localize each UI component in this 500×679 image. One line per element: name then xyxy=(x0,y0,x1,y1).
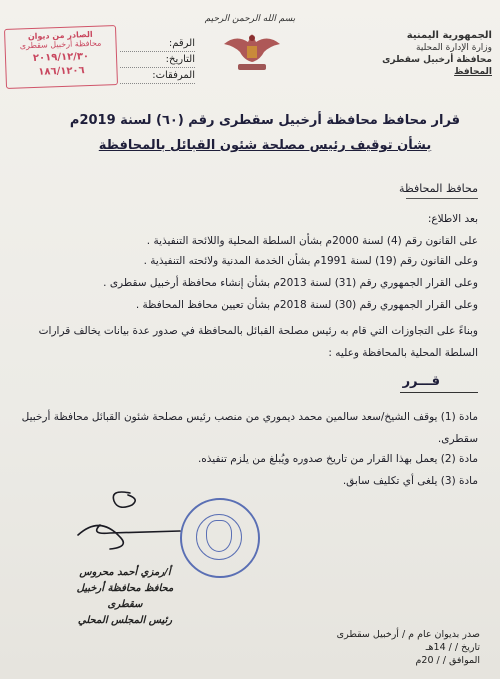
attachments-label: المرفقات: xyxy=(120,68,195,84)
stamp-number: ١٨٦/١٢٠٦ xyxy=(38,65,85,78)
decision-title: قرار محافظ محافظة أرخبيل سقطرى رقم (٦٠) لسنة 2019م xyxy=(69,113,461,128)
reference-fields xyxy=(120,36,195,84)
issued-at: صدر بديوان عام م / أرخبيل سقطرى xyxy=(336,629,480,640)
law-reference: وعلى القرار الجمهوري رقم (31) لسنة 2013م بشأن إنشاء محافظة أرخبيل سقطرى . xyxy=(103,277,478,289)
reason-paragraph: وبناءً على التجاوزات التي قام به رئيس مصلحة القبائل بالمحافظة في صدور عدة بيانات يخالف قرارات السلطة المحلية بالمحافظة وعليه : xyxy=(38,325,478,359)
signatory-title: محافظ محافظة أرخبيل سقطرى xyxy=(76,583,174,610)
law-reference: وعلى القرار الجمهوري رقم (30) لسنة 2018م بشأن تعيين محافظ المحافظة . xyxy=(135,299,478,311)
governor-heading: محافظ المحافظة xyxy=(399,182,478,195)
stamp-line2: محافظة أرخبيل سقطرى xyxy=(19,38,102,51)
decided-heading: قـــرر xyxy=(402,374,440,389)
outgoing-stamp xyxy=(4,25,118,89)
signatory-council: رئيس المجلس المحلي xyxy=(77,615,173,626)
decision-subject: بشأن توقيف رئيس مصلحة شئون القبائل بالمحافظة xyxy=(98,138,432,153)
header-republic: الجمهورية اليمنية xyxy=(406,30,492,41)
divider xyxy=(400,392,478,393)
date-label: التاريخ: xyxy=(120,52,195,68)
header-ministry: وزارة الإدارة المحلية xyxy=(416,43,492,53)
stamp-line1: الصادر من ديوان xyxy=(27,29,93,42)
after-review-label: بعد الاطلاع: xyxy=(427,213,478,225)
number-label: الرقم: xyxy=(120,36,195,52)
article-1: مادة (1) يوقف الشيخ/سعد سالمين محمد ديموري من منصب رئيس مصلحة شئون القبائل محافظة أرخبيل سقطرى. xyxy=(21,411,478,445)
handwritten-signature xyxy=(70,485,190,565)
official-round-seal xyxy=(180,498,260,578)
header-governor: المحافظ xyxy=(454,67,492,77)
header-governorate: محافظة أرخبيل سقطرى xyxy=(382,55,492,65)
signatory-block xyxy=(60,565,190,629)
header-authority-block xyxy=(372,30,492,78)
law-reference: على القانون رقم (4) لسنة 2000م بشأن السلطة المحلية واللائحة التنفيذية . xyxy=(146,235,478,247)
hijri-date-line: تاريخ / / 14هـ xyxy=(425,642,480,653)
yemen-eagle-emblem-icon xyxy=(220,26,284,76)
basmala: بسم الله الرحمن الرحيم xyxy=(204,14,296,24)
divider xyxy=(406,198,478,199)
article-3: مادة (3) يلغى أي تكليف سابق. xyxy=(342,475,478,487)
stamp-date: ٢٠١٩/١٢/٣٠ xyxy=(32,51,90,64)
seal-emblem-icon xyxy=(206,520,232,552)
issuance-footer xyxy=(330,628,480,667)
law-reference: وعلى القانون رقم (19) لسنة 1991م بشأن الخدمة المدنية ولائحته التنفيذية . xyxy=(143,255,478,267)
article-2: مادة (2) يعمل بهذا القرار من تاريخ صدوره ويُبلغ من يلزم تنفيذه. xyxy=(197,453,478,465)
signatory-name: أ/رمزي أحمد محروس xyxy=(79,567,171,578)
gregorian-date-line: الموافق / / 20م xyxy=(415,655,480,666)
